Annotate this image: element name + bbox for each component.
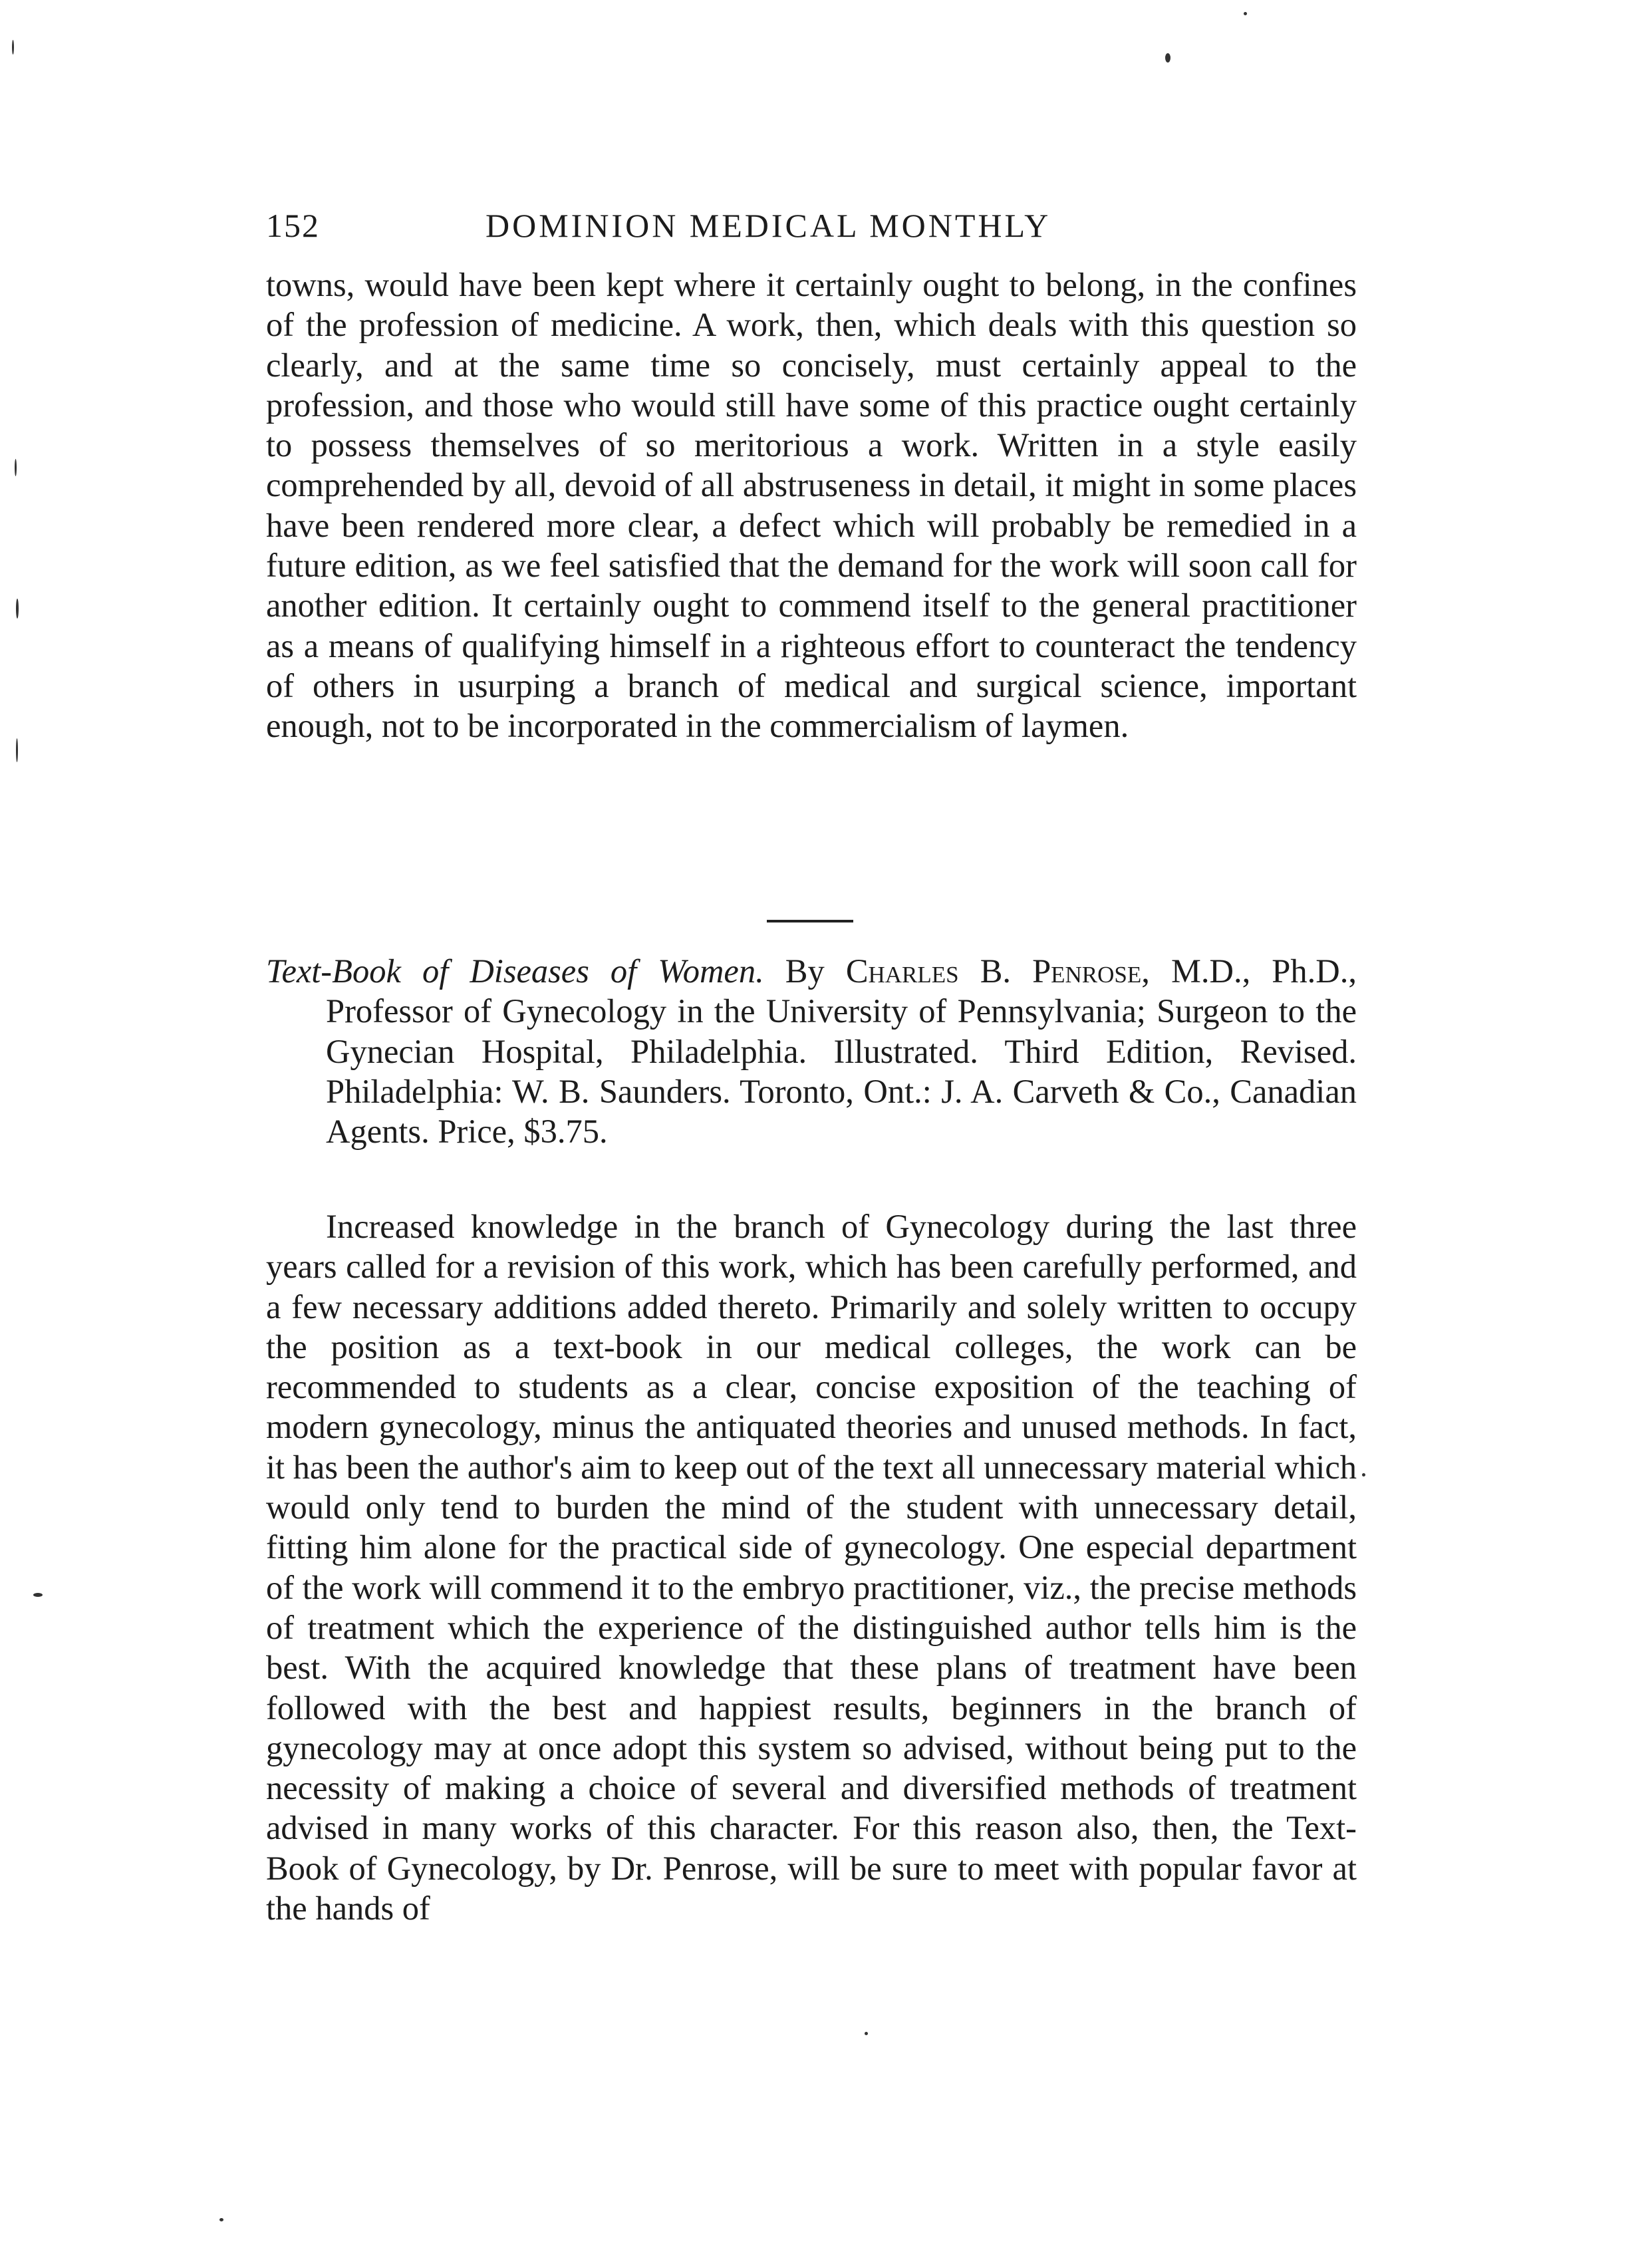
scan-speck	[1244, 12, 1247, 15]
continuation-paragraph	[266, 265, 1357, 746]
scan-speck	[12, 40, 14, 55]
page-header	[266, 206, 1357, 253]
continuation-text: towns, would have been kept where it certainly ought to belong, in the confines of the profession of medicine. A work, then, which deals with this question so clearly, and at the same time so concisely, must certainly appeal to the profession, and those who would still have some of this practice ought certainly to possess themselves of so meritorious a work. Written in a style easily comprehended by all, devoid of all abstruseness in detail, it might in some places have been rendered more clear, a defect which will probably be remedied in a future edition, as we feel satisfied that the demand for the work will soon call for another edition. It certainly ought to commend itself to the general practitioner as a means of qualifying himself in a righteous effort to counteract the tendency of others in usurping a branch of medical and surgical science, important enough, not to be incorporated in the commercialism of laymen.	[266, 266, 1357, 745]
section-divider	[767, 920, 853, 922]
review-body-text: Increased knowledge in the branch of Gynecology during the last three years called for a revision of this work, which has been carefully performed, and a few necessary additions added thereto. Primarily and solely written to occupy the position as a text-book in our medical colleges, the work can be recommended to students as a clear, concise exposition of the teaching of modern gynecology, minus the antiquated theories and unused methods. In fact, it has been the author's aim to keep out of the text all unnecessary material which would only tend to burden the mind of the student with unnecessary detail, fitting him alone for the practical side of gynecology. One especial department of the work will commend it to the embryo practitioner, viz., the precise methods of treatment which the experience of the distinguished author tells him is the best. With the acquired knowledge that these plans of treatment have been followed with the best and happiest results, beginners in the branch of gynecology may at once adopt this system so advised, without being put to the necessity of making a choice of several and diversified methods of treatment advised in many works of this character. For this reason also, then, the Text-Book of Gynecology, by Dr. Penrose, will be sure to meet with popular favor at the hands of	[266, 1208, 1357, 1927]
scan-speck	[865, 2032, 868, 2035]
scan-speck	[219, 2218, 223, 2221]
scan-speck	[16, 599, 19, 619]
by-word: By	[785, 952, 825, 990]
review-citation	[266, 951, 1357, 1151]
page-number: 152	[266, 207, 320, 244]
author-name: Charles B. Penrose,	[845, 952, 1150, 990]
running-title: DOMINION MEDICAL MONTHLY	[485, 207, 1051, 244]
book-title: Text-Book of Diseases of Women.	[266, 952, 764, 990]
scan-speck	[33, 1593, 43, 1597]
review-body	[266, 1206, 1357, 1928]
scan-speck	[16, 738, 18, 762]
scan-speck	[1362, 1473, 1365, 1477]
scan-speck	[1165, 53, 1170, 63]
book-details: M.D., Ph.D., Professor of Gynecology in the University of Pennsylvania; Surgeon to the Gynecian Hospital, Philadelphia. Illustrated. Third Edition, Revised. Philadelphia: W. B. Saunders. Toronto, Ont.: J. A. Carveth & Co., Canadian Agents. Price, $3.75.	[326, 952, 1357, 1151]
scan-speck	[15, 459, 17, 476]
